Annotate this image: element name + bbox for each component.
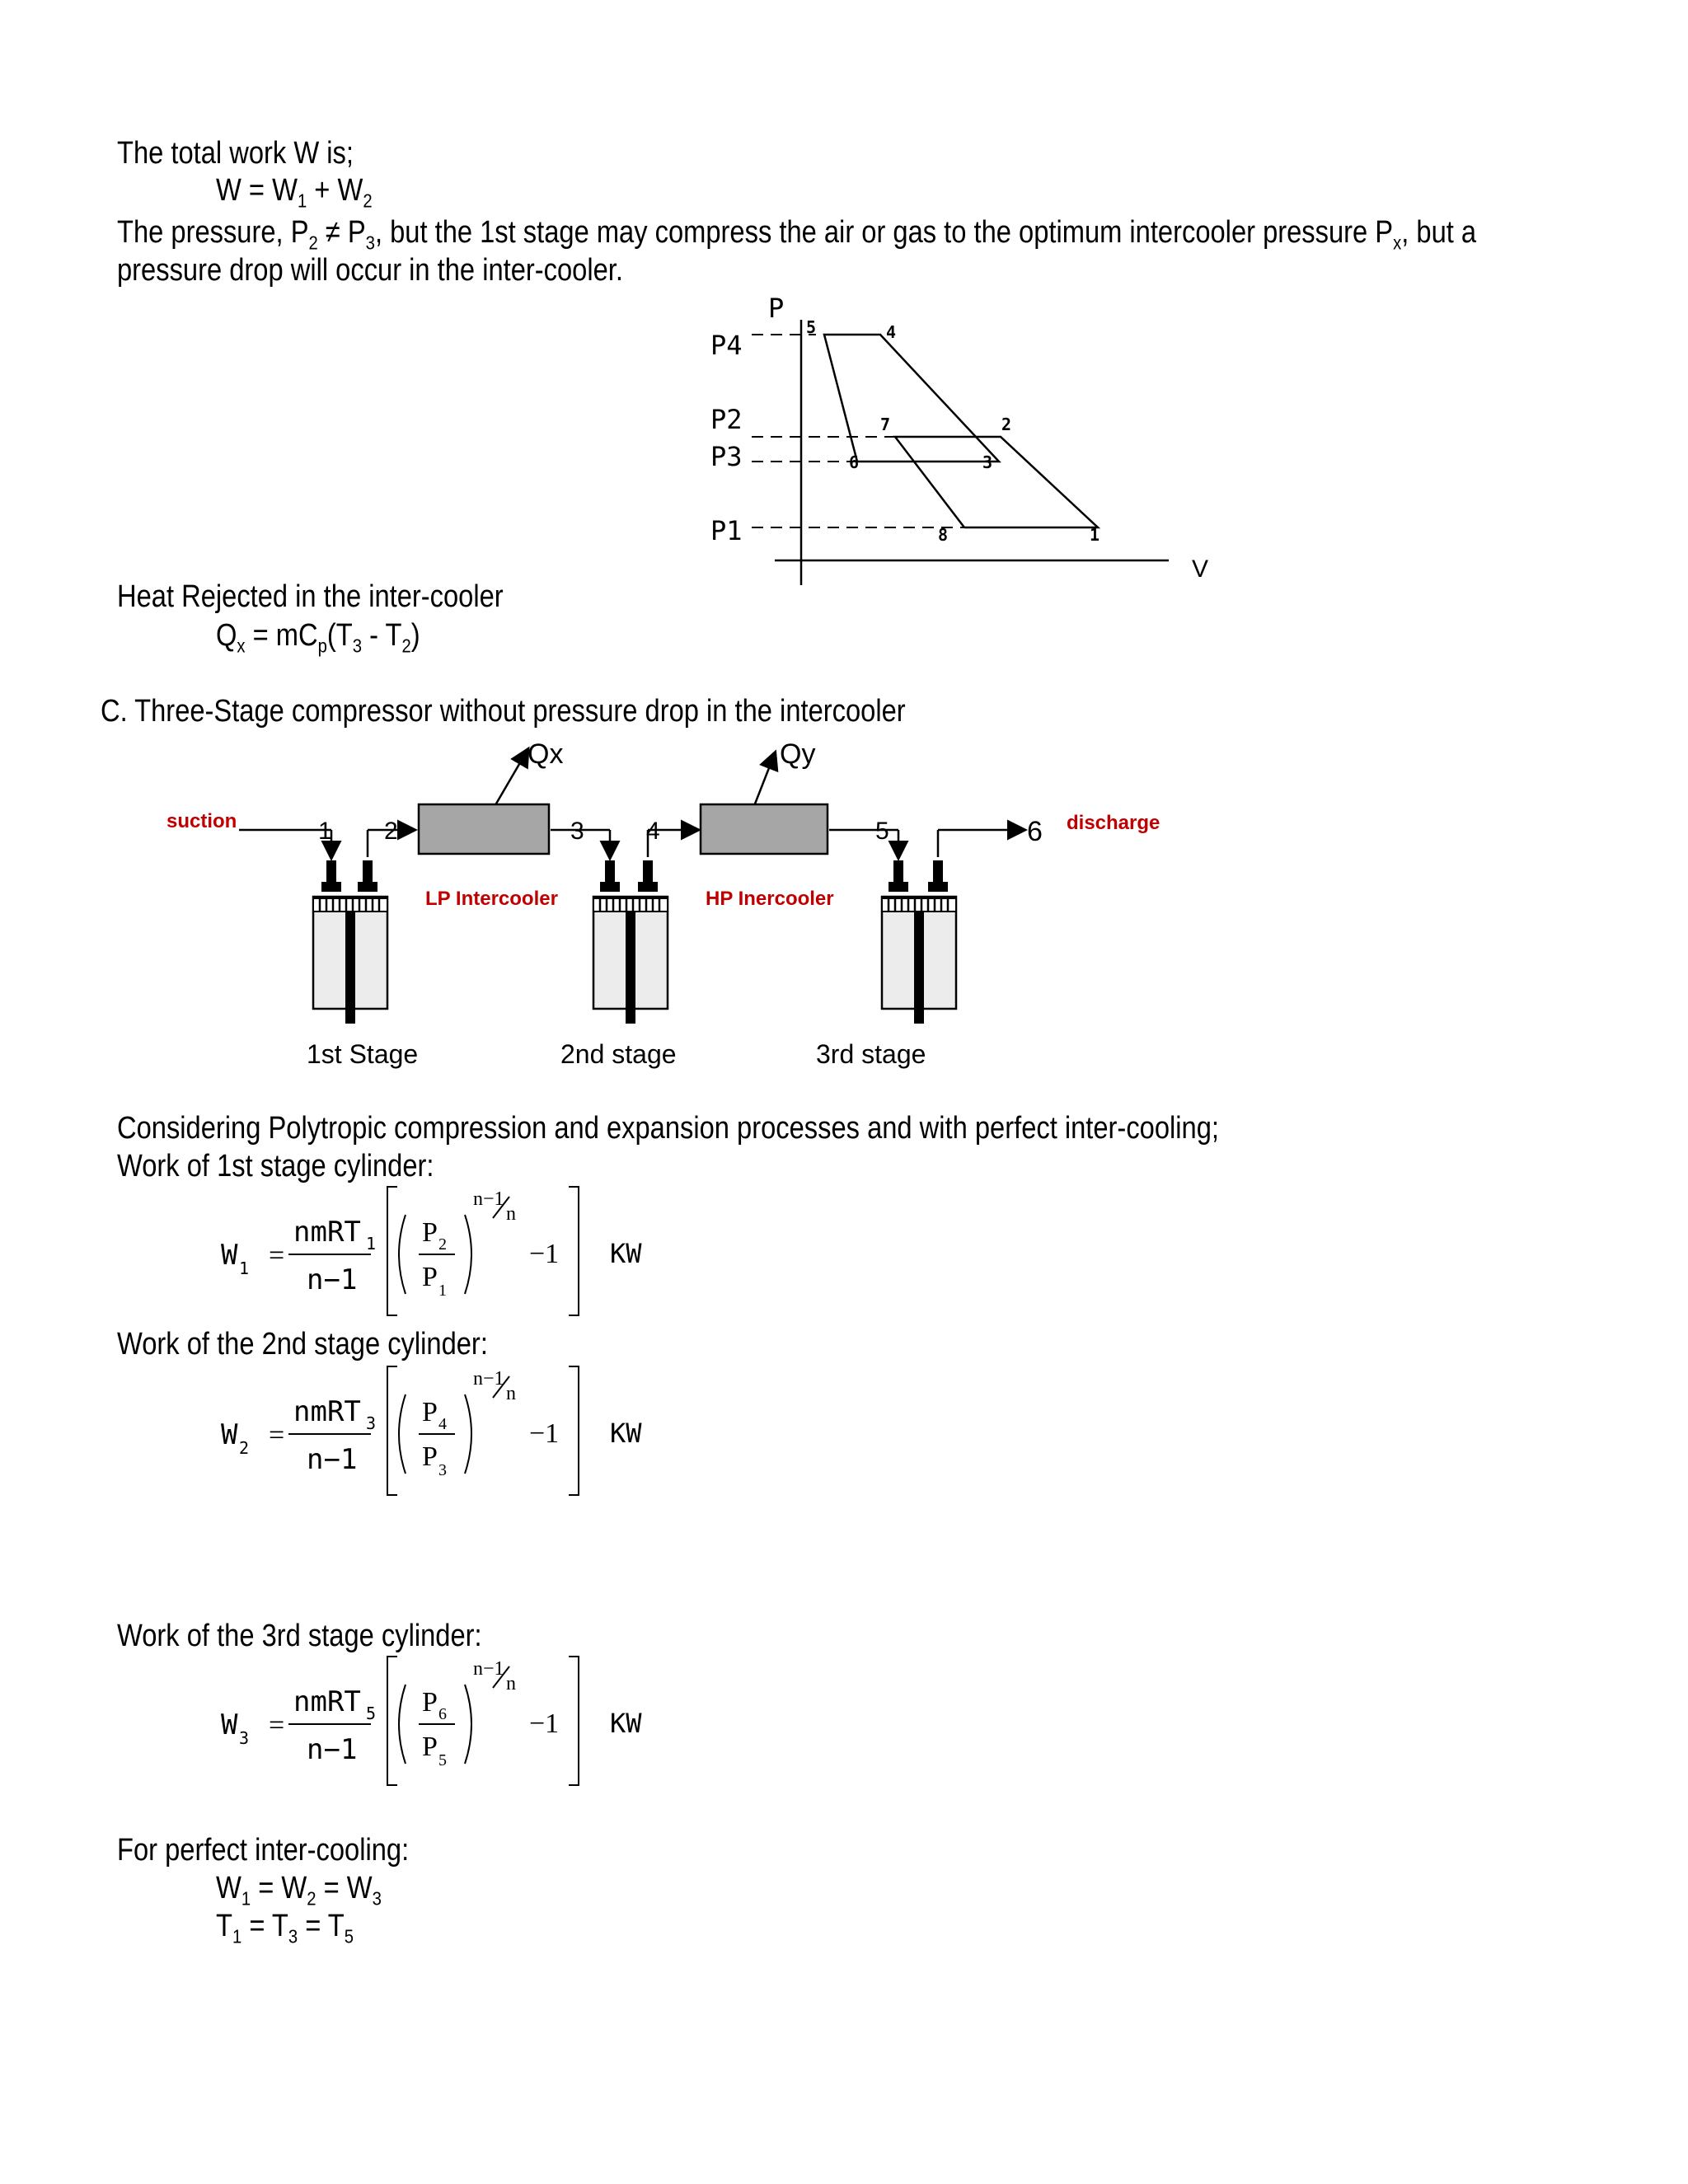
formula-text-formulas-1-num: nmRT — [293, 1395, 361, 1428]
work-1st-heading: Work of 1st stage cylinder: — [117, 1149, 434, 1183]
total-work-equation: $W = W_1 + W_2$ — [216, 173, 373, 212]
formula-text-formulas-0-minus: −1 — [529, 1239, 560, 1269]
pv-point-3: 3 — [982, 452, 993, 472]
lp-intercooler-box — [419, 804, 549, 854]
stage1-label: 1st Stage — [307, 1039, 419, 1069]
formula-text-formulas-0-ws: 1 — [239, 1258, 250, 1278]
formula-text-formulas-2-pns: 6 — [438, 1705, 447, 1723]
qy-label: Qy — [780, 738, 816, 770]
heat-rejected-text: Heat Rejected in the inter-cooler — [117, 579, 504, 614]
formula-text-formulas-2-minus: −1 — [529, 1708, 560, 1739]
qx-label: Qx — [528, 738, 564, 770]
pv-stage1-loop — [895, 437, 1098, 527]
pv-point-2: 2 — [1001, 415, 1012, 434]
formula-text-formulas-2-ws: 3 — [239, 1728, 250, 1748]
formula-text-formulas-0-pds: 1 — [438, 1282, 447, 1300]
flow-num-5: 5 — [875, 818, 889, 845]
pv-point-5: 5 — [806, 317, 817, 337]
pv-p1-label: P1 — [710, 515, 743, 546]
flow-num-6: 6 — [1027, 816, 1043, 847]
svg-text:=: = — [269, 1240, 285, 1271]
formula-text-formulas-1-pds: 3 — [438, 1461, 447, 1479]
stage3-cylinder — [882, 860, 956, 1024]
pressure-text-line1: The pressure, $P_2 \ne P_3$, but the 1st stage may compress the air or gas to the optimum intercooler pressure $P_x$, but a — [117, 215, 1477, 254]
pv-axis-v-label: V — [1192, 555, 1209, 583]
formula-text-formulas-2-exp: n−1 — [473, 1658, 504, 1680]
formula-text-formulas-2-w: W — [221, 1708, 238, 1741]
formula-text-formulas-2-pn: P — [422, 1687, 438, 1718]
hp-intercooler-label: HP Inercooler — [706, 888, 834, 910]
formula-text-formulas-1-den: n−1 — [307, 1443, 358, 1476]
pv-p3-label: P3 — [710, 441, 743, 472]
pv-stage2-loop — [824, 335, 999, 462]
section-c-heading: C. Three-Stage compressor without pressure drop in the intercooler — [101, 694, 906, 729]
pv-p2-label: P2 — [710, 404, 743, 435]
svg-text:=: = — [269, 1420, 285, 1451]
stage1-cylinder — [313, 860, 387, 1024]
pv-point-4: 4 — [886, 322, 897, 342]
flow-num-1: 1 — [318, 818, 332, 845]
formula-text-formulas-0-num: nmRT — [293, 1216, 361, 1249]
lp-intercooler-label: LP Intercooler — [425, 888, 558, 910]
formula-text-formulas-0-nums: 1 — [366, 1234, 377, 1254]
pressure-text-line2: pressure drop will occur in the inter-cooler. — [117, 253, 623, 288]
perfect-intercooling-heading: For perfect inter-cooling: — [117, 1833, 410, 1868]
formula-text-formulas-1-minus: −1 — [529, 1418, 560, 1449]
formula-text-formulas-0-den: n−1 — [307, 1263, 358, 1296]
formula-text-formulas-1-expd: n — [506, 1383, 516, 1404]
formula-text-formulas-0-pd: P — [422, 1262, 438, 1292]
pv-point-6: 6 — [849, 452, 860, 472]
formula-text-formulas-1-pd: P — [422, 1441, 438, 1472]
pv-pressure-guides — [752, 335, 964, 527]
formula-text-formulas-1-exp: n−1 — [473, 1368, 504, 1390]
formula-text-formulas-1-pn: P — [422, 1397, 438, 1427]
formula-text-formulas-1-w: W — [221, 1418, 238, 1451]
formula-text-formulas-2-pd: P — [422, 1732, 438, 1762]
formula-text-formulas-1-pns: 4 — [438, 1415, 447, 1433]
formula-text-formulas-0-pn: P — [422, 1217, 438, 1248]
equal-temperature-equation: $T_1 = T_3 = T_5$ — [216, 1909, 354, 1947]
formula-text-formulas-0-pns: 2 — [438, 1235, 447, 1254]
formula-text-formulas-0-exp: n−1 — [473, 1188, 504, 1210]
stage3-label: 3rd stage — [816, 1039, 926, 1069]
flow-num-2: 2 — [384, 818, 398, 845]
formula-text-formulas-2-num: nmRT — [293, 1685, 361, 1718]
formula-text-formulas-2-nums: 5 — [366, 1704, 377, 1723]
pv-axis-p-label: P — [768, 293, 785, 324]
pv-point-8: 8 — [938, 525, 949, 545]
formula-text-formulas-2-unit: KW — [610, 1708, 642, 1739]
total-work-text: The total work W is; — [117, 136, 354, 171]
formula-text-formulas-2-pds: 5 — [438, 1751, 447, 1769]
formula-text-formulas-0-expd: n — [506, 1203, 516, 1225]
pv-point-1: 1 — [1090, 525, 1100, 545]
work-3rd-heading: Work of the 3rd stage cylinder: — [117, 1619, 482, 1653]
formula-text-formulas-2-expd: n — [506, 1673, 516, 1694]
flow-num-3: 3 — [570, 818, 584, 845]
pv-point-7: 7 — [880, 415, 891, 434]
suction-label: suction — [166, 810, 237, 832]
formula-text-formulas-1-ws: 2 — [239, 1438, 250, 1458]
stage2-label: 2nd stage — [560, 1039, 677, 1069]
hp-intercooler-box — [701, 804, 828, 854]
flow-num-4: 4 — [646, 818, 660, 845]
formula-text-formulas-0-unit: KW — [610, 1238, 642, 1269]
stage2-cylinder — [593, 860, 668, 1024]
formula-text-formulas-1-unit: KW — [610, 1418, 642, 1449]
qy-arrow — [745, 753, 775, 829]
qx-arrow — [481, 750, 528, 829]
formula-text-formulas-2-den: n−1 — [307, 1733, 358, 1766]
svg-text:=: = — [269, 1710, 285, 1741]
considering-text: Considering Polytropic compression and expansion processes and with perfect inter-cooling; — [117, 1111, 1219, 1146]
pv-p4-label: P4 — [710, 330, 743, 361]
equal-work-equation: $W_1 = W_2 = W_3$ — [216, 1871, 382, 1910]
formula-text-formulas-1-nums: 3 — [366, 1413, 377, 1433]
work-2nd-heading: Work of the 2nd stage cylinder: — [117, 1327, 488, 1361]
discharge-label: discharge — [1067, 812, 1160, 834]
qx-equation: $Q_x = mC_p(T_3 - T_2)$ — [216, 618, 420, 657]
formula-text-formulas-0-w: W — [221, 1239, 238, 1272]
